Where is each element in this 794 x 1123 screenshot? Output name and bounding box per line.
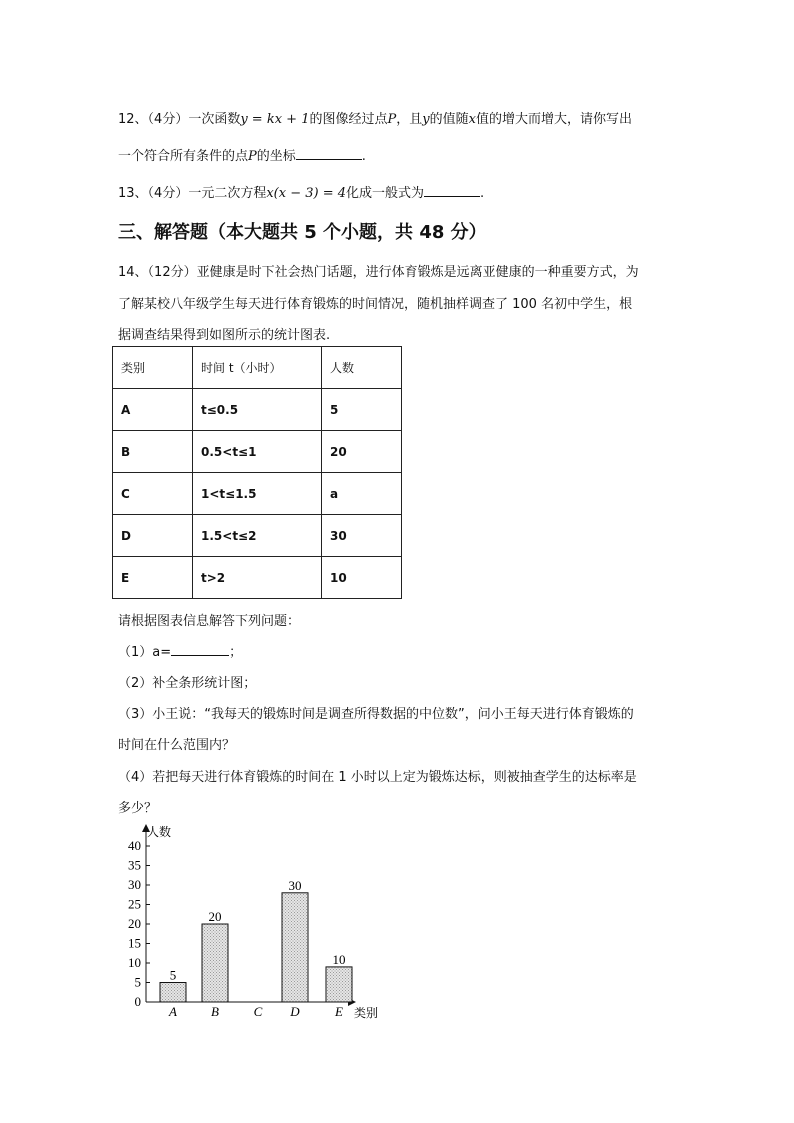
q12-formula: y = kx + 1 — [240, 112, 310, 127]
section-title: 三、解答题（本大题共 5 个小题，共 48 分） — [118, 222, 487, 243]
x-tick-label: E — [335, 1004, 343, 1019]
q13-suffix: 化成一般式为 — [346, 186, 425, 201]
table-cell-time: t>2 — [193, 557, 322, 599]
table-cell-category: A — [113, 389, 193, 431]
q14-line2: 了解某校八年级学生每天进行体育锻炼的时间情况，随机抽样调查了 100 名初中学生，根 — [118, 297, 633, 312]
y-tick-label: 15 — [128, 935, 141, 951]
bar-a — [160, 983, 186, 1003]
data-label-e: 10 — [332, 951, 346, 967]
q12-line2-suffix: 的坐标 — [256, 149, 296, 164]
table-header-category: 类别 — [113, 347, 193, 389]
table-cell-count: 20 — [322, 431, 402, 473]
x-tick-label: C — [253, 1004, 263, 1019]
table-cell-count: 10 — [322, 557, 402, 599]
q12-var-y: y — [422, 112, 430, 127]
q13-formula: x(x − 3) = 4 — [266, 186, 346, 201]
q14-sub3-line1: （3）小王说：“我每天的锻炼时间是调查所得数据的中位数”，问小王每天进行体育锻炼的 — [118, 707, 634, 722]
q12-end: . — [361, 149, 366, 164]
table-cell-count: 30 — [322, 515, 402, 557]
q12-var-x: x — [468, 112, 476, 127]
table-cell-time: 1.5<t≤2 — [193, 515, 322, 557]
q12-mid2: ，且 — [396, 112, 423, 127]
y-tick-label: 5 — [134, 974, 141, 990]
bar-d — [282, 893, 308, 1002]
q14-sub4-line1: （4）若把每天进行体育锻炼的时间在 1 小时以上定为锻炼达标，则被抽查学生的达标率是 — [118, 770, 637, 785]
x-axis-label: 类别 — [354, 1006, 379, 1020]
q12-prefix: 12、（4分）一次函数 — [118, 112, 241, 127]
x-tick-label: D — [290, 1004, 300, 1019]
q14-sub3-line2: 时间在什么范围内？ — [118, 738, 236, 753]
q14-line3: 据调查结果得到如图所示的统计图表. — [118, 328, 331, 343]
q12-mid1: 的图像经过点 — [309, 112, 388, 127]
q14-sub2: （2）补全条形统计图； — [118, 676, 257, 691]
table-cell-time: 1<t≤1.5 — [193, 473, 322, 515]
x-tick-label: B — [211, 1004, 219, 1019]
y-tick-label: 10 — [128, 955, 141, 970]
table-cell-count: 5 — [322, 389, 402, 431]
q13-prefix: 13、（4分）一元二次方程 — [118, 186, 267, 201]
q14-sub4-line2: 多少？ — [118, 801, 158, 816]
bar-e — [326, 967, 352, 1002]
y-tick-label: 25 — [128, 896, 141, 912]
q13-end: . — [480, 186, 485, 201]
y-tick-label: 30 — [128, 877, 141, 892]
y-axis-label: 人数 — [147, 825, 172, 839]
q12-point2: P — [248, 149, 257, 164]
bar-b — [202, 924, 228, 1002]
table-cell-category: E — [113, 557, 193, 599]
data-label-b: 20 — [208, 909, 222, 924]
q12-point: P — [387, 112, 397, 127]
q12-line2-prefix: 一个符合所有条件的点 — [118, 149, 249, 164]
y-tick-label: 0 — [134, 994, 141, 1009]
q12-suffix: 值的增大而增大，请你写出 — [475, 112, 632, 127]
table-cell-time: 0.5<t≤1 — [193, 431, 322, 473]
q14-line1: 14、（12分）亚健康是时下社会热门话题，进行体育锻炼是远离亚健康的一种重要方式，为 — [118, 265, 639, 280]
table-cell-count: a — [322, 473, 402, 515]
q12-mid3: 的值随 — [429, 112, 469, 127]
data-label-a: 5 — [169, 967, 177, 983]
x-tick-label: A — [169, 1004, 177, 1019]
q14-prompt: 请根据图表信息解答下列问题： — [118, 614, 301, 629]
table-header-time: 时间 t（小时） — [193, 347, 322, 389]
y-tick-label: 40 — [128, 838, 141, 853]
q14-sub1-prefix: （1）a= — [118, 645, 172, 660]
y-tick-label: 20 — [128, 916, 141, 931]
table-cell-category: B — [113, 431, 193, 473]
q14-sub1-suffix: ； — [229, 645, 243, 660]
table-cell-time: t≤0.5 — [193, 389, 322, 431]
table-cell-category: D — [113, 515, 193, 557]
table-header-count: 人数 — [322, 347, 402, 389]
table-cell-category: C — [113, 473, 193, 515]
y-tick-label: 35 — [128, 857, 141, 873]
data-label-d: 30 — [288, 877, 302, 893]
